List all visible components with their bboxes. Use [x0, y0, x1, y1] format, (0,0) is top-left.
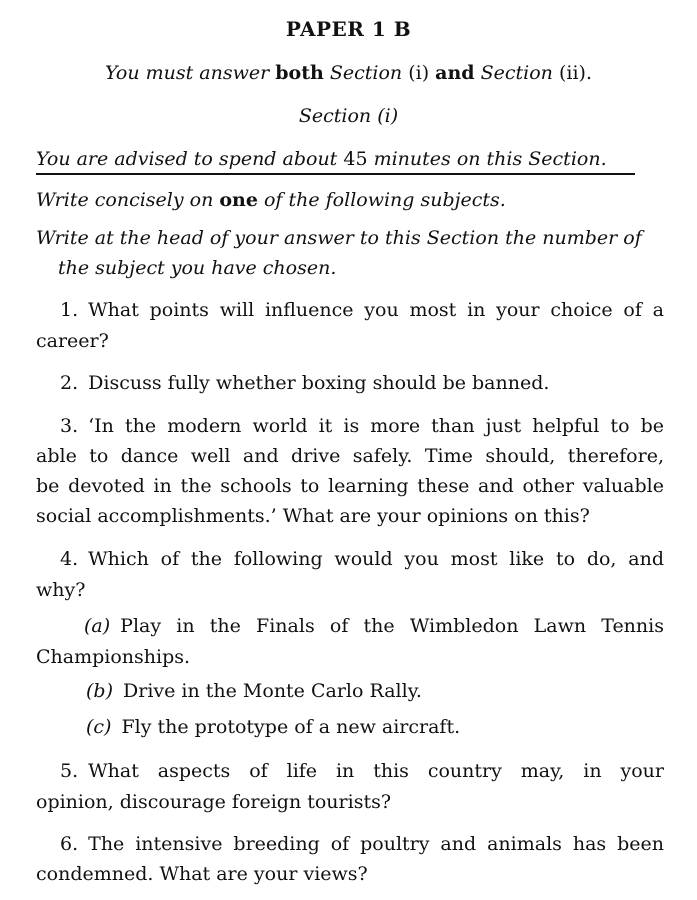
time-advice-before: You are advised to spend about [36, 148, 338, 170]
instruction-choose-before: Write concisely on [36, 189, 214, 211]
question-4-option-a-line2: Championships. [36, 646, 191, 668]
instruction-number-line2: the subject you have chosen. [58, 257, 337, 279]
section-heading-word: Section [298, 105, 372, 127]
question-5-number: 5. [60, 760, 79, 782]
question-3-number: 3. [60, 415, 79, 437]
intro-part3: Section [329, 62, 403, 84]
question-3-line2: able to dance well and drive safely. Time should, therefore, [36, 445, 664, 467]
intro-part6: Section [480, 62, 553, 84]
question-4-option-c [86, 716, 460, 738]
question-2 [60, 372, 549, 394]
question-1-line2: career? [36, 330, 109, 352]
question-6-line1: The intensive breeding of poultry and animals has been [88, 833, 664, 855]
question-1 [36, 299, 664, 321]
section-heading [0, 105, 697, 127]
question-4-option-a-line1: Play in the Finals of the Wimbledon Lawn Tennis [120, 615, 664, 637]
time-advice-after: minutes on this Section. [373, 148, 607, 170]
question-6 [36, 833, 664, 855]
question-5-line2: opinion, discourage foreign tourists? [36, 791, 392, 813]
page-title: PAPER 1 B [285, 17, 412, 41]
instruction-choose-emph: one [219, 189, 258, 211]
question-4-option-b-label: (b) [86, 680, 113, 702]
question-1-line1: What points will influence you most in your choice of a [88, 299, 664, 321]
question-4-option-c-label: (c) [86, 716, 112, 738]
question-5 [36, 760, 664, 782]
question-4-line1: Which of the following would you most like to do, and [88, 548, 664, 570]
intro-part4: (i) [408, 62, 430, 84]
question-3-line1: ‘In the modern world it is more than just helpful to be [88, 415, 664, 437]
question-4-number: 4. [60, 548, 79, 570]
intro-instruction [0, 62, 697, 84]
question-6-line2: condemned. What are your views? [36, 863, 368, 885]
section-divider [36, 173, 635, 175]
question-2-number: 2. [60, 372, 79, 394]
question-4 [36, 548, 664, 570]
question-1-number: 1. [60, 299, 79, 321]
question-4-option-a-label: (a) [84, 615, 111, 637]
question-3 [36, 415, 664, 437]
intro-part1: You must answer [105, 62, 270, 84]
question-2-line1: Discuss fully whether boxing should be banned. [88, 372, 550, 394]
question-4-option-b [86, 680, 422, 702]
instruction-choose [36, 189, 506, 211]
question-3-line3: be devoted in the schools to learning these and other valuable [36, 475, 664, 497]
intro-part5: and [435, 62, 475, 84]
question-4-option-a [36, 615, 664, 637]
question-6-number: 6. [60, 833, 79, 855]
instruction-choose-after: of the following subjects. [263, 189, 506, 211]
intro-part7: (ii). [558, 62, 592, 84]
question-3-line4: social accomplishments.’ What are your opinions on this? [36, 505, 590, 527]
time-advice [36, 148, 607, 170]
section-heading-number: (i) [377, 105, 399, 127]
question-5-line1: What aspects of life in this country may, in your [88, 760, 664, 782]
question-4-option-c-text: Fly the prototype of a new aircraft. [121, 716, 461, 738]
question-4-line2: why? [36, 579, 86, 601]
time-advice-minutes: 45 [343, 148, 368, 170]
instruction-number-line1: Write at the head of your answer to this Section the number of [36, 227, 642, 249]
intro-part2: both [275, 62, 324, 84]
question-4-option-b-text: Drive in the Monte Carlo Rally. [123, 680, 422, 702]
